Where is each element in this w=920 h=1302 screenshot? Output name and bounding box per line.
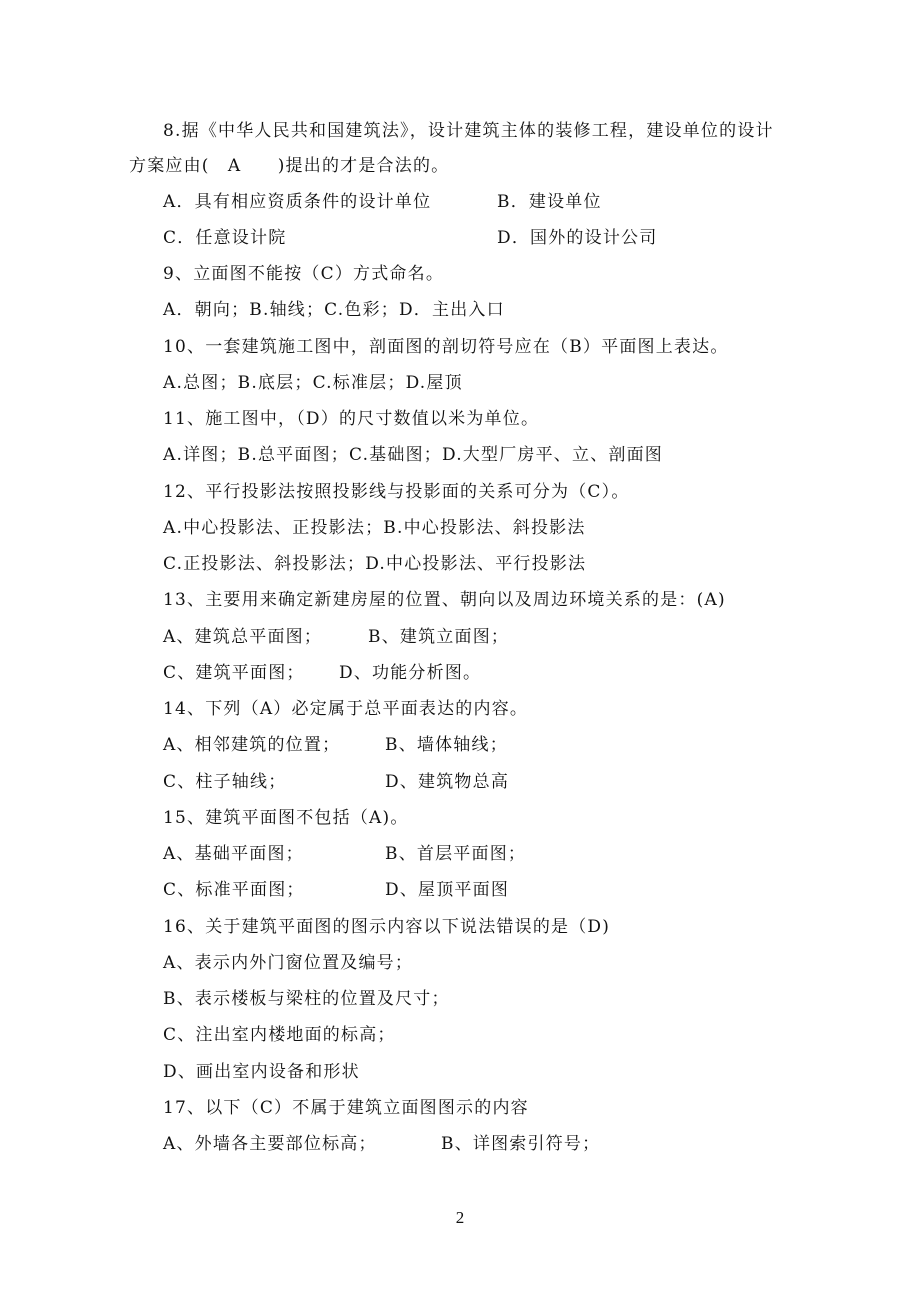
q15-option-d: D、屋顶平面图 (385, 880, 510, 900)
q10-stem: 10、一套建筑施工图中，剖面图的剖切符号应在（B）平面图上表达。 (163, 337, 729, 357)
q12-stem: 12、平行投影法按照投影线与投影面的关系可分为（C）。 (163, 482, 630, 502)
q14-option-d: D、建筑物总高 (385, 772, 510, 792)
q11-options: A.详图；B.总平面图；C.基础图；D.大型厂房平、立、剖面图 (163, 445, 664, 465)
q12-options-line2: C.正投影法、斜投影法；D.中心投影法、平行投影法 (163, 554, 587, 574)
q14-option-b: B、墙体轴线； (385, 735, 508, 755)
q10-options: A.总图；B.底层；C.标准层；D.屋顶 (163, 373, 463, 393)
q8-option-d: D．国外的设计公司 (497, 228, 658, 248)
q14-option-c: C、柱子轴线； (163, 772, 287, 792)
q8-option-c: C．任意设计院 (163, 228, 287, 248)
q17-option-b: B、详图索引符号； (441, 1134, 601, 1154)
page-number: 2 (455, 1208, 465, 1227)
q9-options: A．朝向；B.轴线；C.色彩；D．主出入口 (163, 300, 505, 320)
q13-option-b: B、建筑立面图； (368, 627, 510, 647)
q15-option-c: C、标准平面图； (163, 880, 305, 900)
q16-option-a: A、表示内外门窗位置及编号； (163, 953, 414, 973)
q15-option-b: B、首层平面图； (385, 844, 527, 864)
q17-stem: 17、以下（C）不属于建筑立面图图示的内容 (163, 1098, 529, 1118)
q12-options-line1: A.中心投影法、正投影法；B.中心投影法、斜投影法 (163, 518, 586, 538)
q11-stem: 11、施工图中，（D）的尺寸数值以米为单位。 (163, 409, 540, 429)
q14-option-a: A、相邻建筑的位置； (163, 735, 341, 755)
q13-option-d: D、功能分析图。 (339, 663, 482, 683)
q16-option-d: D、画出室内设备和形状 (163, 1062, 360, 1082)
q9-stem: 9、立面图不能按（C）方式命名。 (163, 264, 445, 284)
q8-stem-line1: 8.据《中华人民共和国建筑法》，设计建筑主体的装修工程，建设单位的设计 (163, 121, 774, 141)
q13-stem: 13、主要用来确定新建房屋的位置、朝向以及周边环境关系的是：(A) (163, 590, 726, 610)
q8-option-a: A．具有相应资质条件的设计单位 (163, 192, 432, 212)
q15-stem: 15、建筑平面图不包括（A)。 (163, 808, 409, 828)
q8-stem-line2: 方案应由( A )提出的才是合法的。 (129, 156, 450, 176)
q13-option-c: C、建筑平面图； (163, 663, 305, 683)
q14-stem: 14、下列（A）必定属于总平面表达的内容。 (163, 699, 529, 719)
q8-option-b: B．建设单位 (497, 192, 602, 212)
q16-option-b: B、表示楼板与梁柱的位置及尺寸； (163, 989, 450, 1009)
q17-option-a: A、外墙各主要部位标高； (163, 1134, 377, 1154)
q16-option-c: C、注出室内楼地面的标高； (163, 1025, 396, 1045)
q15-option-a: A、基础平面图； (163, 844, 304, 864)
q16-stem: 16、关于建筑平面图的图示内容以下说法错误的是（D) (163, 917, 611, 937)
q13-option-a: A、建筑总平面图； (163, 627, 323, 647)
